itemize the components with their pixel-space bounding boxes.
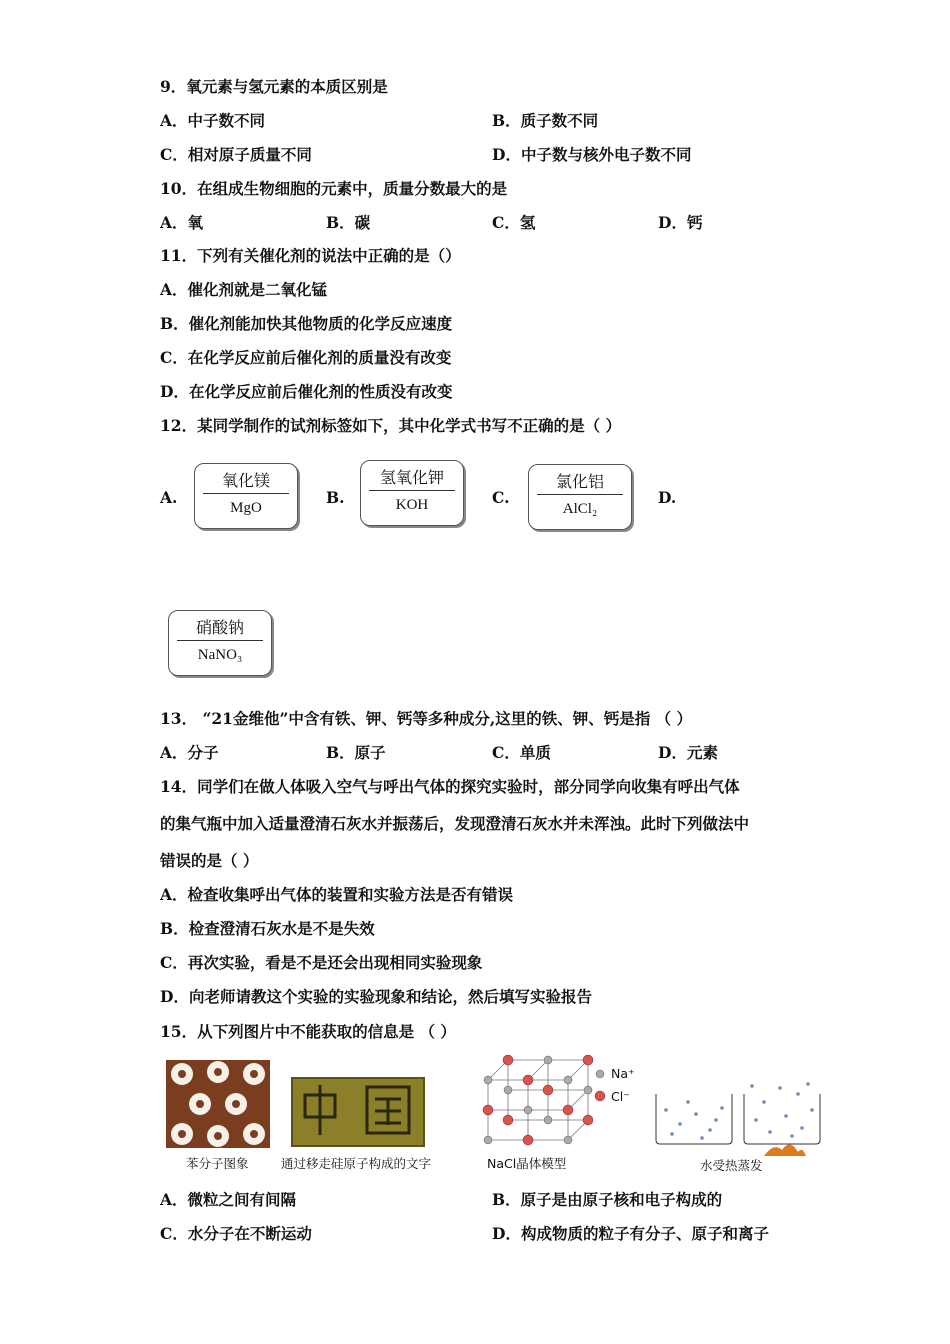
q11-option-b[interactable]: B．催化剂能加快其他物质的化学反应速度: [160, 314, 453, 333]
legend-cl: Cl⁻: [611, 1089, 630, 1104]
water-evaporation-image: [652, 1080, 824, 1160]
q14-option-c[interactable]: C．再次实验，看是不是还会出现相同实验现象: [160, 953, 483, 972]
q9-option-b[interactable]: B．质子数不同: [492, 111, 599, 130]
legend-na: Na⁺: [611, 1066, 635, 1081]
reagent-label-d: [168, 610, 272, 676]
question-14-stem-line3: 错误的是（ ）: [160, 851, 259, 870]
reagent-formula: NaNO₃: [197, 647, 243, 663]
question-15-stem: 15．从下列图片中不能获取的信息是 （ ）: [160, 1022, 456, 1041]
q12-option-a[interactable]: A.: [160, 488, 178, 507]
caption-benzene: 苯分子图象: [186, 1156, 249, 1171]
q11-option-c[interactable]: C．在化学反应前后催化剂的质量没有改变: [160, 348, 452, 367]
q13-option-b[interactable]: B．原子: [326, 743, 386, 762]
benzene-molecule-image: [166, 1060, 270, 1148]
q13-option-d[interactable]: D．元素: [658, 743, 718, 762]
q14-option-d[interactable]: D．向老师请教这个实验的实验现象和结论，然后填写实验报告: [160, 987, 592, 1006]
question-13-stem: 13． “21金维他”中含有铁、钾、钙等多种成分,这里的铁、钾、钙是指 （ ）: [160, 709, 693, 728]
reagent-name: 氢氧化钾: [379, 468, 444, 487]
reagent-name: 氧化镁: [221, 471, 270, 490]
q14-option-a[interactable]: A．检查收集呼出气体的装置和实验方法是否有错误: [160, 885, 514, 904]
question-14-stem-line1: 14．同学们在做人体吸入空气与呼出气体的探究实验时，部分同学向收集有呼出气体: [160, 777, 740, 796]
question-10-stem: 10．在组成生物细胞的元素中，质量分数最大的是: [160, 179, 508, 198]
question-11-stem: 11．下列有关催化剂的说法中正确的是（）: [160, 246, 461, 265]
reagent-label-a: [194, 463, 298, 529]
q15-option-c[interactable]: C．水分子在不断运动: [160, 1224, 312, 1243]
q10-option-c[interactable]: C．氢: [492, 213, 536, 232]
q11-option-d[interactable]: D．在化学反应前后催化剂的性质没有改变: [160, 382, 453, 401]
q14-option-b[interactable]: B．检查澄清石灰水是不是失效: [160, 919, 375, 938]
q13-option-c[interactable]: C．单质: [492, 743, 551, 762]
silicon-atom-text-image: [291, 1077, 425, 1147]
reagent-name: 氯化铝: [555, 472, 604, 491]
q15-option-a[interactable]: A．微粒之间有间隔: [160, 1190, 297, 1209]
q10-option-b[interactable]: B．碳: [326, 213, 371, 232]
reagent-label-c: [528, 464, 632, 530]
caption-water: 水受热蒸发: [700, 1158, 763, 1173]
caption-nacl: NaCl晶体模型: [487, 1156, 567, 1171]
reagent-formula: KOH: [395, 497, 429, 513]
q11-option-a[interactable]: A．催化剂就是二氧化锰: [160, 280, 328, 299]
q9-option-a[interactable]: A．中子数不同: [160, 111, 266, 130]
reagent-formula: MgO: [230, 500, 262, 516]
q13-option-a[interactable]: A．分子: [160, 743, 219, 762]
q9-option-c[interactable]: C．相对原子质量不同: [160, 145, 312, 164]
q15-option-d[interactable]: D．构成物质的粒子有分子、原子和离子: [492, 1224, 769, 1243]
question-9-stem: 9．氧元素与氢元素的本质区别是: [160, 77, 388, 96]
q15-option-b[interactable]: B．原子是由原子核和电子构成的: [492, 1190, 723, 1209]
reagent-label-b: [360, 460, 464, 526]
q12-option-b[interactable]: B.: [326, 488, 345, 507]
question-14-stem-line2: 的集气瓶中加入适量澄清石灰水并振荡后，发现澄清石灰水并未浑浊。此时下列做法中: [160, 814, 750, 833]
reagent-name: 硝酸钠: [195, 618, 244, 637]
q12-option-d[interactable]: D.: [658, 488, 677, 507]
q12-option-c[interactable]: C.: [492, 488, 510, 507]
question-12-stem: 12．某同学制作的试剂标签如下，其中化学式书写不正确的是（ ）: [160, 416, 621, 435]
q10-option-a[interactable]: A．氧: [160, 213, 204, 232]
caption-silicon: 通过移走硅原子构成的文字: [281, 1156, 432, 1171]
q9-option-d[interactable]: D．中子数与核外电子数不同: [492, 145, 692, 164]
q10-option-d[interactable]: D．钙: [658, 213, 703, 232]
reagent-formula: AlCl₂: [562, 501, 598, 517]
